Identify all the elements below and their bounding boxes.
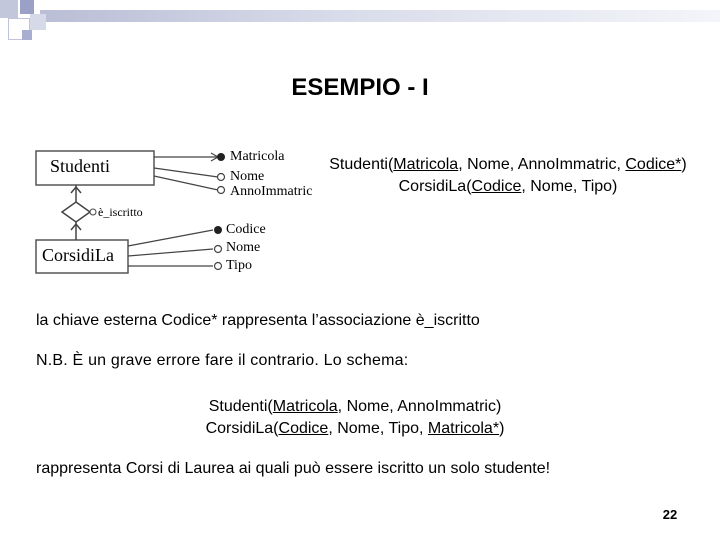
header-gradient-bar xyxy=(40,10,720,22)
key-attribute-dot xyxy=(217,153,225,161)
text: CorsidiLa( xyxy=(205,420,279,437)
attr-nome: Nome xyxy=(230,169,265,184)
schema-line-corsidila xyxy=(150,418,560,440)
key-attribute-dot xyxy=(214,226,222,234)
paragraph-foreign-key: la chiave esterna Codice* rappresenta l’associazione è_iscritto xyxy=(36,312,480,329)
attr-codice: Codice xyxy=(226,222,266,237)
paragraph-conclusion: rappresenta Corsi di Laurea ai quali può essere iscritto un solo studente! xyxy=(36,460,551,477)
paragraph-note: N.B. È un grave errore fare il contrario. Lo schema: xyxy=(36,352,409,369)
text: Studenti( xyxy=(208,398,273,415)
schema-line-studenti xyxy=(300,154,716,176)
schema-line-corsidila xyxy=(300,176,716,198)
schema-line-studenti xyxy=(150,396,560,418)
text: ) xyxy=(499,420,505,437)
decor-square xyxy=(0,0,18,18)
er-diagram xyxy=(28,146,328,281)
foreign-key: Codice* xyxy=(625,156,682,173)
decor-square xyxy=(22,30,32,40)
decor-square xyxy=(30,14,46,30)
text: CorsidiLa( xyxy=(398,178,472,195)
relational-schema-1 xyxy=(300,154,716,198)
entity-studenti-label: Studenti xyxy=(50,156,111,176)
relationship-label: è_iscritto xyxy=(98,205,143,219)
entity-corsidila-label: CorsidiLa xyxy=(42,245,114,265)
relational-schema-2 xyxy=(150,396,560,440)
attr-matricola: Matricola xyxy=(230,149,285,164)
text: , Nome, Tipo, xyxy=(328,420,428,437)
primary-key: Codice xyxy=(278,420,329,437)
slide-title xyxy=(0,74,720,102)
attr-annoimmatric: AnnoImmatric xyxy=(230,184,313,199)
foreign-key: Matricola* xyxy=(427,420,500,437)
attr-nome: Nome xyxy=(226,240,261,255)
attr-tipo: Tipo xyxy=(226,258,252,273)
text: , Nome, AnnoImmatric, xyxy=(458,156,626,173)
slide-title-text: ESEMPIO - I xyxy=(291,74,429,101)
primary-key: Matricola xyxy=(393,156,459,173)
decor-square xyxy=(20,0,34,14)
text: , Nome, Tipo) xyxy=(521,178,618,195)
page-number: 22 xyxy=(662,507,678,522)
relationship-diamond xyxy=(62,202,90,222)
text: ) xyxy=(681,156,687,173)
primary-key: Codice xyxy=(471,178,522,195)
primary-key: Matricola xyxy=(272,398,338,415)
header-decoration xyxy=(0,0,720,40)
text: Studenti( xyxy=(329,156,394,173)
text: , Nome, AnnoImmatric) xyxy=(337,398,502,415)
